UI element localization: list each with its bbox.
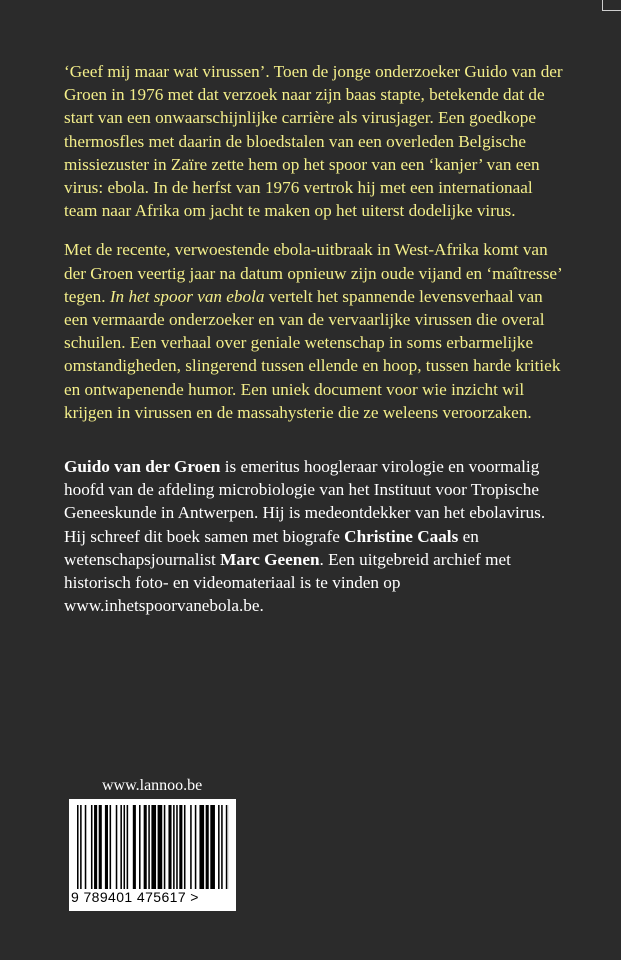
barcode-bar [184, 805, 186, 889]
barcode-bar [85, 805, 87, 889]
barcode-bar [199, 805, 204, 889]
barcode-bar [133, 805, 136, 889]
book-title: In het spoor van ebola [109, 286, 265, 306]
blurb-p2-start: Met de recente, verwoestende ebola-uitbraak in West-Afrika komt van der Groen veertig jaar na datum opnieuw zijn oude vijand en ‘maîtresse’ tegen. [64, 240, 562, 306]
author-bio [64, 455, 564, 617]
barcode-bar [77, 805, 79, 889]
barcode-bars [77, 805, 229, 889]
barcode-bar [158, 805, 163, 889]
barcode-bar [218, 805, 220, 889]
barcode-bar [105, 805, 108, 889]
barcode-bar [210, 805, 215, 889]
barcode-bar [173, 805, 175, 889]
barcode-bar [151, 805, 156, 889]
barcode-bar [190, 805, 192, 889]
barcode [69, 799, 236, 911]
barcode-bar [127, 805, 129, 889]
barcode-bar [91, 805, 93, 889]
blurb-text [64, 60, 564, 440]
barcode-bar [144, 805, 147, 889]
author-name: Guido van der Groen [64, 457, 221, 476]
barcode-bar [221, 805, 223, 889]
author-text-3: . Een uitgebreid archief met historisch foto- en videomateriaal is te vinden op www.inhetspoorvanebola.be. [64, 549, 511, 616]
blurb-paragraph-1: ‘Geef mij maar wat virussen’. Toen de jonge onderzoeker Guido van der Groen in 1976 met dat verzoek naar zijn baas stapte, betekende dat de start van een onwaarschijnlijke carrière als virusjager. Een goedkope thermosfles met daarin de bloedstalen van een overleden Belgische missiezuster in Zaïre zette hem op het spoor van een ‘kanjer’ van een virus: ebola. In de herfst van 1976 vertrok hij met een internationaal team naar Afrika om jacht te maken op het uiterst dodelijke virus. [64, 62, 563, 221]
corner-mark [602, 0, 621, 11]
barcode-bar [148, 805, 150, 889]
barcode-bar [176, 805, 178, 889]
barcode-bar [206, 805, 209, 889]
barcode-bar [94, 805, 97, 889]
barcode-bar [226, 805, 228, 889]
author-paragraph [64, 455, 564, 617]
barcode-number: 9 789401 475617 > [71, 889, 199, 905]
barcode-bar [139, 805, 141, 889]
barcode-bar [195, 805, 197, 889]
barcode-bar [116, 805, 118, 889]
blurb-paragraph-2 [64, 238, 564, 424]
coauthor-1: Christine Caals [344, 526, 459, 546]
author-text-1: is emeritus hoogleraar virologie en voormalig hoofd van de afdeling microbiologie van het Instituut voor Tropische Geneeskunde in Antwerpen. Hij is medeontdekker van het ebolavirus. Hij schreef dit boek samen met biografe [64, 457, 546, 546]
barcode-bar [179, 805, 182, 889]
publisher-url: www.lannoo.be [102, 777, 203, 794]
coauthor-2: Marc Geenen [220, 549, 320, 569]
barcode-bar [99, 805, 102, 889]
barcode-bar [164, 805, 166, 889]
barcode-bar [168, 805, 171, 889]
barcode-bar [80, 805, 82, 889]
barcode-bar [120, 805, 122, 889]
barcode-bar [110, 805, 112, 889]
author-text-2: en wetenschapsjournalist [64, 526, 479, 569]
barcode-bar [124, 805, 126, 889]
blurb-p2-end: vertelt het spannende levensverhaal van een vermaarde onderzoeker en van de vervaarlijke virussen die overal schuilen. Een verhaal over geniale wetenschap in soms erbarmelijke omstandigheden, slingerend tussen ellende en hoop, tussen harde kritiek en ontwapenende humor. Een uniek document voor wie inzicht wil krijgen in virussen en de massahysterie die ze weleens veroorzaken. [64, 286, 561, 422]
